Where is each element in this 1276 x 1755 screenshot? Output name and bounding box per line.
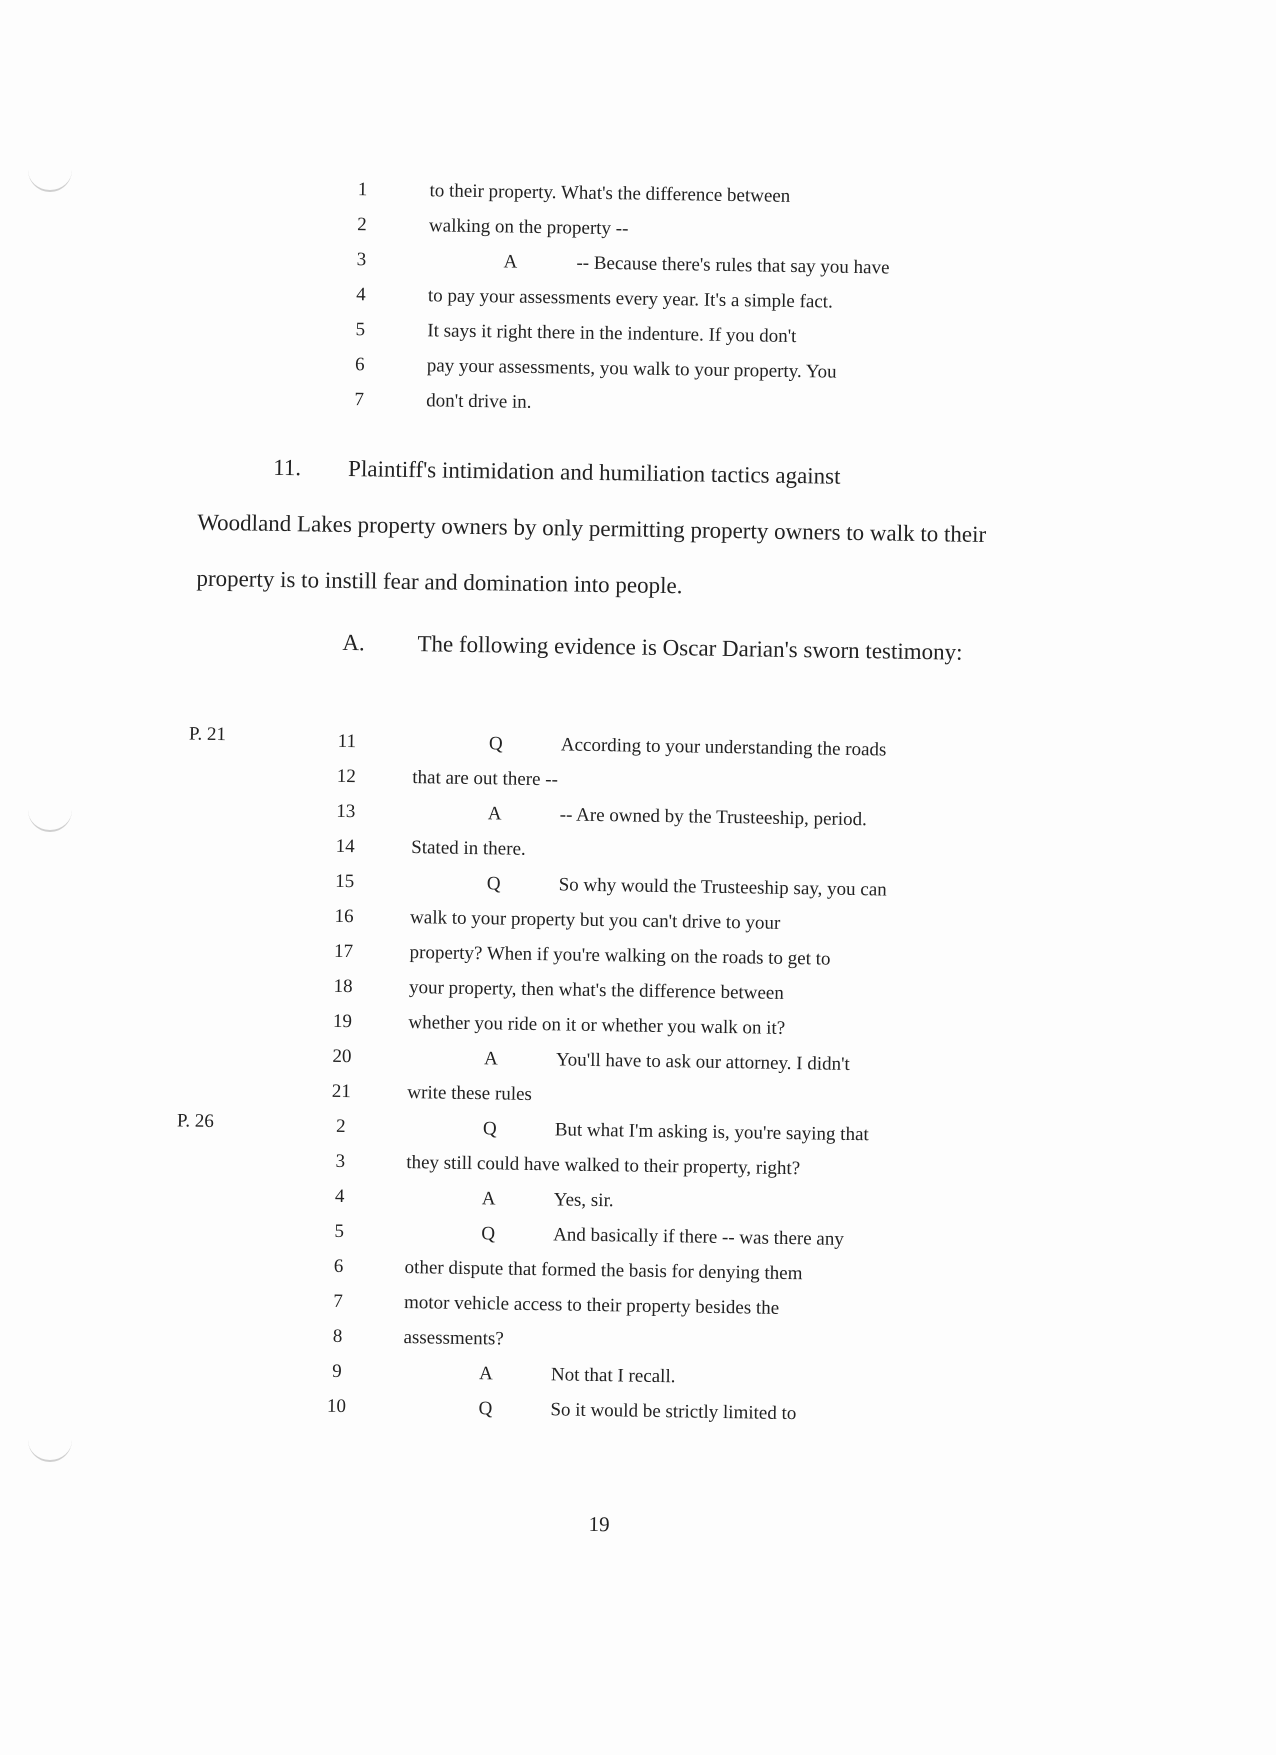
paragraph-text: property is to instill fear and domination into people. [196,565,683,599]
transcript-line: to their property. What's the difference between [429,180,791,207]
line-number: 8 [332,1325,343,1348]
transcript-line: they still could have walked to their property, right? [406,1152,801,1180]
line-number: 4 [334,1185,345,1208]
page-reference: P. 21 [188,723,227,746]
transcript-line: write these rules [407,1082,533,1105]
line-number: 12 [336,765,357,788]
line-number: 16 [334,905,354,928]
speaker-label: A [478,1363,493,1385]
line-number: 3 [335,1150,346,1173]
line-number: 19 [332,1010,353,1033]
speaker-label: A [503,251,518,273]
line-number: 17 [333,940,354,963]
line-number: 13 [336,800,356,823]
transcript-line: So it would be strictly limited to [550,1399,797,1425]
transcript-line: According to your understanding the roads [560,734,887,761]
speaker-label: A [481,1188,496,1210]
line-number: 3 [356,249,367,271]
speaker-label: Q [488,733,503,755]
speaker-label: Q [482,1118,497,1140]
transcript-line: And basically if there -- was there any [552,1224,844,1250]
transcript-line: pay your assessments, you walk to your property. You [426,355,837,383]
transcript-line: to pay your assessments every year. It's a simple fact. [427,285,833,313]
line-number: 21 [331,1080,352,1103]
transcript-line: whether you ride on it or whether you walk on it? [408,1012,786,1039]
page-reference: P. 26 [176,1110,215,1132]
transcript-line: Yes, sir. [553,1189,614,1212]
speaker-label: A [483,1048,498,1070]
line-number: 6 [333,1255,344,1278]
transcript-line: Stated in there. [411,837,526,860]
line-number: 7 [333,1290,344,1313]
line-number: 4 [355,284,366,306]
transcript-line: It says it right there in the indenture. If you don't [427,320,797,348]
line-number: 15 [335,870,355,893]
line-number: 11 [337,730,357,753]
line-number: 5 [334,1220,345,1243]
transcript-line: walking on the property -- [428,215,629,240]
speaker-label: Q [481,1223,496,1245]
transcript-line: your property, then what's the difference between [408,977,784,1004]
transcript-line: Not that I recall. [550,1364,676,1388]
line-number: 2 [335,1115,346,1138]
subpoint-label: A. [342,629,366,656]
transcript-line: -- Are owned by the Trusteeship, period. [559,804,868,831]
transcript-line: -- Because there's rules that say you have [576,252,890,279]
line-number: 18 [333,975,353,998]
transcript-line: other dispute that formed the basis for denying them [404,1256,803,1285]
transcript-line: So why would the Trusteeship say, you can [558,874,887,901]
speaker-label: Q [478,1398,493,1420]
line-number: 14 [335,835,355,858]
transcript-line: don't drive in. [426,390,532,413]
transcript-line: But what I'm asking is, you're saying that [554,1119,869,1146]
paragraph-number: 11. [272,454,302,481]
subpoint-text: The following evidence is Oscar Darian's sworn testimony: [417,631,963,665]
transcript-line: You'll have to ask our attorney. I didn't [555,1049,850,1075]
paragraph-heading: Plaintiff's intimidation and humiliation tactics against [347,456,841,489]
line-number: 6 [354,354,365,376]
line-number: 7 [354,389,365,411]
transcript-line: that are out there -- [412,767,559,791]
page-number: 19 [588,1511,610,1537]
line-number: 20 [332,1045,352,1068]
line-number: 9 [332,1360,342,1383]
transcript-line: walk to your property but you can't drive to your [409,907,781,934]
transcript-line: motor vehicle access to their property besides the [403,1291,780,1319]
speaker-label: A [487,803,502,825]
transcript-line: property? When if you're walking on the roads to get to [409,942,831,970]
line-number: 5 [355,319,366,341]
speaker-label: Q [486,873,501,895]
transcript-line: assessments? [403,1326,504,1350]
line-number: 1 [357,179,368,201]
line-number: 2 [357,214,367,236]
paragraph-text: Woodland Lakes property owners by only permitting property owners to walk to their [197,509,987,548]
line-number: 10 [326,1395,347,1418]
